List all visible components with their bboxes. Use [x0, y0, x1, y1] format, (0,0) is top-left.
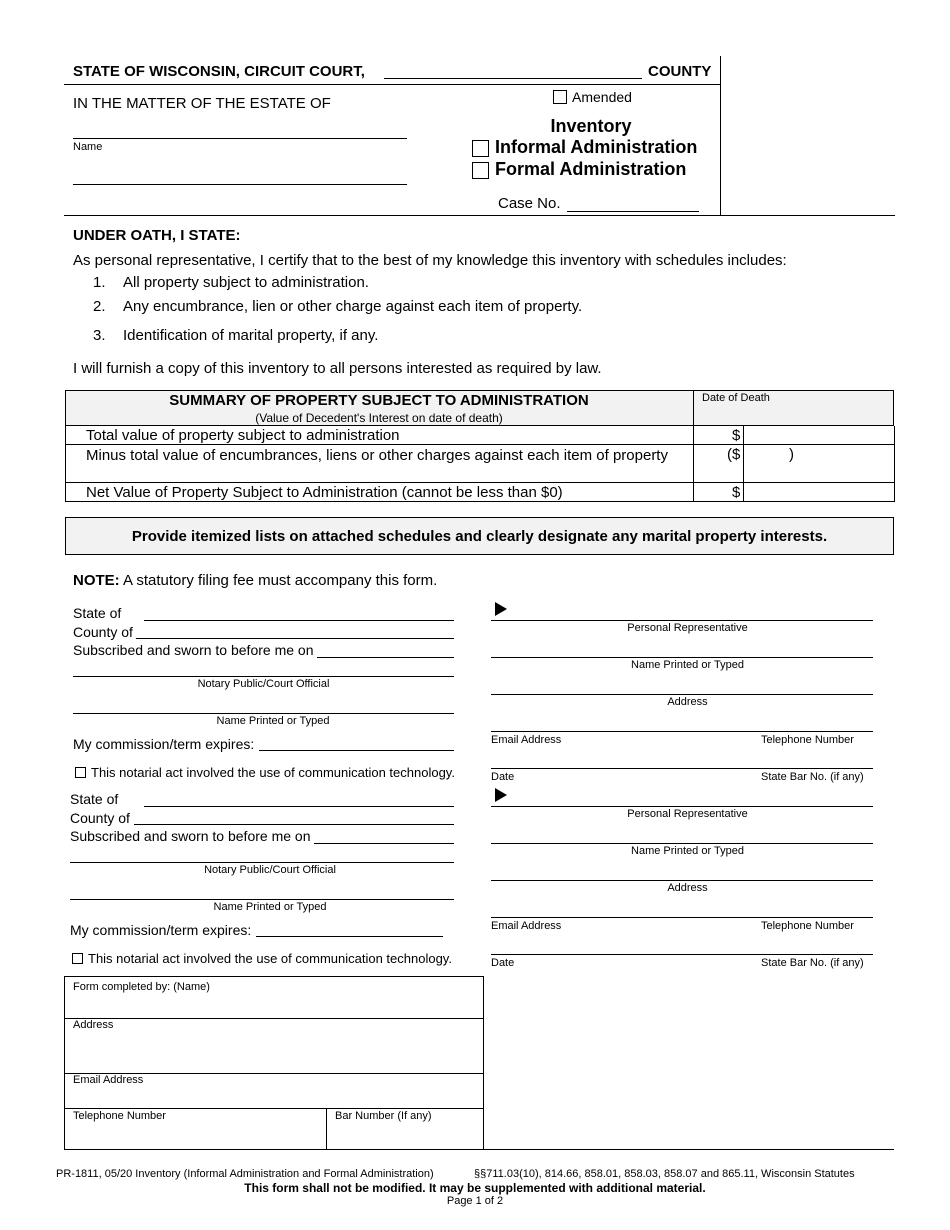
- sworn-date-input[interactable]: [314, 843, 454, 844]
- itemized-note: Provide itemized lists on attached schedules and clearly designate any marital property interests.: [131, 528, 828, 545]
- completed-by-bar-label: Bar Number (If any): [335, 1110, 432, 1122]
- decedent-name-input[interactable]: [73, 138, 407, 139]
- informal-label: Informal Administration: [495, 137, 698, 157]
- rep-email-phone-input[interactable]: [491, 917, 873, 918]
- comm-tech-checkbox[interactable]: [72, 953, 83, 964]
- amended-label: Amended: [572, 89, 632, 105]
- dollar-sign: $: [732, 484, 741, 501]
- estate-matter-label: IN THE MATTER OF THE ESTATE OF: [73, 95, 331, 112]
- commission-input[interactable]: [259, 750, 454, 751]
- completed-by-address-label: Address: [73, 1019, 114, 1031]
- notary-signature-input[interactable]: [73, 676, 454, 677]
- comm-tech-label: This notarial act involved the use of communication technology.: [91, 765, 455, 780]
- summary-left-border: [65, 426, 66, 502]
- rep-date-caption: Date: [491, 771, 515, 783]
- amended-checkbox[interactable]: [553, 90, 567, 104]
- court-label: STATE OF WISCONSIN, CIRCUIT COURT,: [73, 63, 365, 80]
- notary-official-caption: Notary Public/Court Official: [197, 678, 330, 690]
- completed-by-bottom-rule: [64, 1149, 894, 1150]
- county-of-input[interactable]: [136, 638, 454, 639]
- header-bottom-rule: [64, 215, 895, 216]
- notary-name-caption: Name Printed or Typed: [213, 901, 327, 913]
- comm-tech-label: This notarial act involved the use of communication technology.: [88, 951, 452, 966]
- rep-date-caption: Date: [491, 957, 515, 969]
- commission-input[interactable]: [256, 936, 443, 937]
- note-label: NOTE:: [73, 572, 120, 589]
- county-label: COUNTY: [648, 63, 712, 80]
- sign-here-arrow-icon: [495, 602, 507, 616]
- rep-signature-input[interactable]: [491, 620, 873, 621]
- header-rule: [64, 84, 720, 85]
- summary-row-total: Total value of property subject to administration: [86, 427, 400, 444]
- furnish-statement: I will furnish a copy of this inventory to all persons interested as required by law.: [73, 360, 602, 377]
- summary-subtitle: (Value of Decedent's Interest on date of death): [255, 411, 503, 425]
- inventory-title: Inventory: [550, 116, 632, 136]
- commission-label: My commission/term expires:: [70, 922, 252, 938]
- formal-checkbox[interactable]: [472, 162, 489, 179]
- filing-fee-note: [73, 572, 437, 589]
- case-no-label: Case No.: [498, 195, 561, 212]
- dollar-sign: $: [732, 427, 741, 444]
- formal-label: Formal Administration: [495, 159, 687, 179]
- completed-by-address-input[interactable]: [66, 1034, 482, 1072]
- note-text: A statutory filing fee must accompany this form.: [119, 572, 438, 589]
- summary-col-divider: [693, 390, 694, 502]
- state-of-input[interactable]: [144, 620, 454, 621]
- completed-by-email-label: Email Address: [73, 1074, 144, 1086]
- county-input[interactable]: [384, 78, 642, 79]
- rep-date-bar-input[interactable]: [491, 954, 873, 955]
- header-divider: [720, 56, 721, 216]
- name-caption: Name: [73, 141, 103, 153]
- state-of-input[interactable]: [144, 806, 454, 807]
- completed-by-email-input[interactable]: [66, 1089, 482, 1107]
- completed-by-name-input[interactable]: [66, 996, 482, 1016]
- modification-notice: This form shall not be modified. It may be supplemented with additional material.: [244, 1181, 706, 1195]
- date-of-death-label: Date of Death: [702, 392, 770, 404]
- oath-item: All property subject to administration.: [123, 274, 369, 291]
- oath-intro: As personal representative, I certify that to the best of my knowledge this inventory with schedules includes:: [73, 252, 787, 269]
- summary-title: SUMMARY OF PROPERTY SUBJECT TO ADMINISTRATION: [169, 392, 589, 409]
- statutes: §§711.03(10), 814.66, 858.01, 858.03, 858.07 and 865.11, Wisconsin Statutes: [474, 1168, 855, 1180]
- oath-item-num: 3.: [93, 327, 106, 344]
- oath-item: Identification of marital property, if any.: [123, 327, 379, 344]
- state-of-label: State of: [73, 605, 122, 621]
- subscribed-label: Subscribed and sworn to before me on: [73, 642, 314, 658]
- subscribed-label: Subscribed and sworn to before me on: [70, 828, 311, 844]
- county-of-input[interactable]: [134, 824, 454, 825]
- rep-name-caption: Name Printed or Typed: [631, 659, 744, 671]
- completed-by-bar-input[interactable]: [328, 1125, 482, 1147]
- net-value-input[interactable]: [745, 484, 893, 500]
- summary-row-rule: [65, 501, 894, 502]
- completed-by-col-divider: [326, 1108, 327, 1149]
- comm-tech-checkbox[interactable]: [75, 767, 86, 778]
- rep-bar-caption: State Bar No. (if any): [761, 771, 864, 783]
- rep-email-caption: Email Address: [491, 920, 562, 932]
- case-no-input[interactable]: [567, 211, 699, 212]
- completed-by-phone-input[interactable]: [66, 1125, 324, 1147]
- informal-checkbox[interactable]: [472, 140, 489, 157]
- completed-by-rule: [64, 1108, 484, 1109]
- notary-name-input[interactable]: [70, 899, 454, 900]
- oath-item-num: 2.: [93, 298, 106, 315]
- rep-caption: Personal Representative: [627, 622, 748, 634]
- rep-email-caption: Email Address: [491, 734, 562, 746]
- rep-name-input[interactable]: [491, 843, 873, 844]
- summary-row-net: Net Value of Property Subject to Administration (cannot be less than $0): [86, 484, 563, 501]
- notary-official-caption: Notary Public/Court Official: [204, 864, 336, 876]
- rep-address-input[interactable]: [491, 880, 873, 881]
- paren-close: ): [789, 446, 794, 463]
- rep-address-input[interactable]: [491, 694, 873, 695]
- oath-item-num: 1.: [93, 274, 106, 291]
- dollar-open: ($: [727, 446, 741, 463]
- completed-by-name-label: Form completed by: (Name): [73, 981, 210, 993]
- summary-row-rule: [65, 482, 894, 483]
- summary-row-rule: [65, 444, 894, 445]
- rep-address-caption: Address: [667, 882, 708, 894]
- oath-item: Any encumbrance, lien or other charge against each item of property.: [123, 298, 583, 315]
- notary-name-caption: Name Printed or Typed: [216, 715, 330, 727]
- state-of-label: State of: [70, 791, 119, 807]
- rep-phone-caption: Telephone Number: [761, 920, 854, 932]
- encumbrances-input[interactable]: [745, 446, 785, 480]
- commission-label: My commission/term expires:: [73, 736, 255, 752]
- rep-caption: Personal Representative: [627, 808, 748, 820]
- oath-heading: UNDER OATH, I STATE:: [73, 227, 241, 244]
- summary-amount-divider: [743, 426, 744, 502]
- page-number: Page 1 of 2: [446, 1195, 504, 1207]
- form-id: PR-1811, 05/20 Inventory (Informal Administration and Formal Administration): [56, 1168, 434, 1180]
- rep-email-phone-input[interactable]: [491, 731, 873, 732]
- sign-here-arrow-icon: [495, 788, 507, 802]
- rep-address-caption: Address: [667, 696, 708, 708]
- total-value-input[interactable]: [745, 427, 893, 443]
- decedent-name-input-2[interactable]: [73, 184, 407, 185]
- rep-date-bar-input[interactable]: [491, 768, 873, 769]
- notary-signature-input[interactable]: [70, 862, 454, 863]
- rep-signature-input[interactable]: [491, 806, 873, 807]
- county-of-label: County of: [70, 810, 130, 826]
- rep-name-caption: Name Printed or Typed: [631, 845, 744, 857]
- completed-by-phone-label: Telephone Number: [73, 1110, 166, 1122]
- summary-row-encumbrances: Minus total value of encumbrances, liens or other charges against each item of property: [86, 447, 668, 464]
- rep-phone-caption: Telephone Number: [761, 734, 854, 746]
- summary-right-border: [894, 426, 895, 502]
- completed-by-rule: [64, 1018, 484, 1019]
- notary-name-input[interactable]: [73, 713, 454, 714]
- rep-bar-caption: State Bar No. (if any): [761, 957, 864, 969]
- rep-name-input[interactable]: [491, 657, 873, 658]
- county-of-label: County of: [73, 624, 133, 640]
- sworn-date-input[interactable]: [317, 657, 454, 658]
